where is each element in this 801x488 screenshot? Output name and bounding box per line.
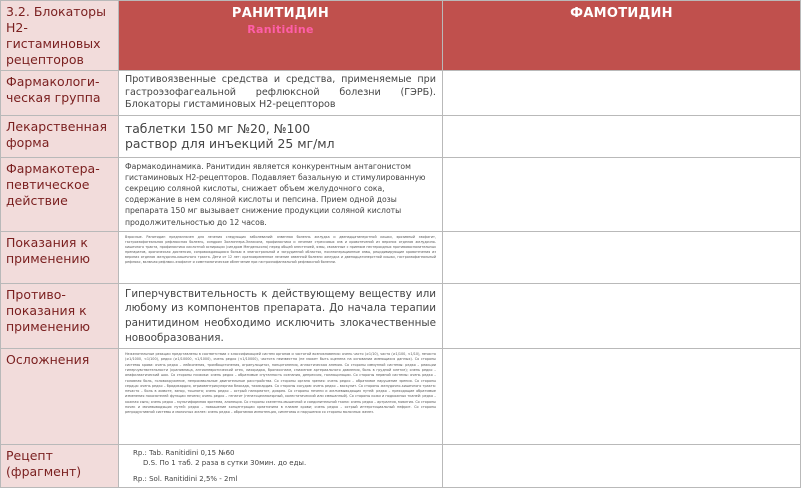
drug1-latin: Ranitidine (247, 23, 314, 36)
ranitidine-cell (119, 115, 443, 157)
cell-text: Противоязвенные средства и средства, применяемые при гастроэзофагеальной рефлюксной болезни (ГЭРБ). Блокаторы гистаминовых Н2-рецепторов (125, 74, 436, 110)
row-label: Фармакотера-певтическое действие (1, 157, 119, 231)
table-row-contraindications (1, 283, 801, 348)
famotidine-cell (443, 71, 801, 116)
cell-text: Взрослые. Ранитидин предназначен для лечения следующих заболеваний: язвенная болезнь желудка и двенадцатиперстной кишки, эрозивный эзофагит, гастроэзофагеальная рефлюксная болезнь, синдром Золлингера-Эллисона, профилактика и лечение стрессовых язв и кровотечений из верхних отделов желудочно-кишечного тракта, профилактика кислотной аспирации (синдром Мендельсона) перед общей анестезией, язвы, связанные с приемом нестероидных противовоспалительных препаратов, хроническая диспепсия, сопровождающаяся болью в эпигастральной и загрудинной областях, послеоперационные язвы, рецидивирующие кровотечения из верхних отделов желудочно-кишечного тракта. Дети от 12 лет: кратковременное лечение язвенной болезни желудка и двенадцатиперстной кишки, гастроэзофагеальный рефлюкс, включая рефлюкс-эзофагит и симптоматическое облегчение при гастроэзофагеальной рефлюксной болезни. (125, 234, 436, 265)
famotidine-cell (443, 115, 801, 157)
drug2-name: ФАМОТИДИН (570, 6, 673, 21)
row-label: Лекарственная форма (1, 115, 119, 157)
section-title-text: 3.2. Блокаторы Н2-гистаминовых рецепторов (6, 4, 106, 67)
famotidine-cell (443, 349, 801, 445)
table-row-dosage-form (1, 115, 801, 157)
famotidine-cell (443, 157, 801, 231)
ranitidine-cell (119, 445, 443, 488)
table-row-pharm-action (1, 157, 801, 231)
section-title (1, 1, 119, 71)
row-label: Показания к применению (1, 231, 119, 283)
famotidine-cell (443, 283, 801, 348)
cell-text: Гиперчувствительность к действующему веществу или любому из компонентов препарата. До начала терапии ранитидином необходимо исключить злокачественные новообразования. (125, 287, 436, 344)
rx-line-2: D.S. По 1 таб. 2 раза в сутки 30мин. до еды. (143, 459, 307, 468)
table-header-row (1, 1, 801, 71)
row-label: Осложнения (1, 349, 119, 445)
table-row-complications (1, 349, 801, 445)
drug1-name: РАНИТИДИН (231, 6, 330, 21)
drug2-header (443, 1, 801, 71)
famotidine-cell (443, 231, 801, 283)
row-label: Фармакологи-ческая группа (1, 71, 119, 116)
cell-text: Фармакодинамика. Ранитидин является конкурентным антагонистом гистаминовых Н2-рецепторов. Подавляет базальную и стимулированную секрецию соляной кислоты, снижает объем желудочного сока, содержание в нем соляной кислоты и пепсина. Прием одной дозы препарата 150 мг вызывает снижение продукции соляной кислоты продолжительностью до 12 часов. (125, 161, 426, 227)
ranitidine-cell (119, 231, 443, 283)
dosage-tablets: таблетки 150 мг №20, №100 (125, 120, 311, 136)
famotidine-cell (443, 445, 801, 488)
table-row-indications (1, 231, 801, 283)
ranitidine-cell (119, 71, 443, 116)
cell-text: Нежелательные реакции представлены в соответствии с классификацией систем органов и частотой возникновения: очень часто (≥1/10), часто (≥1/100, <1/10), нечасто (≥1/1000, <1/100), редко (≥1/10000, <1/1000), очень редко (<1/10000), частота неизвестна (не может быть оценена на основании имеющихся данных). Со стороны системы крови: очень редко – лейкопения, тромбоцитопения, агранулоцитоз, панцитопения, апластическая анемия. Со стороны иммунной системы: редко – реакции гиперчувствительности (крапивница, ангионевротический отек, лихорадка, бронхоспазм, снижение артериального давления, боль в грудной клетке); очень редко – анафилактический шок. Со стороны психики: очень редко – обратимые спутанность сознания, депрессия, галлюцинации. Со стороны нервной системы: очень редко – головная боль, головокружение, непроизвольные двигательные расстройства. Со стороны органа зрения: очень редко – обратимое нарушение зрения. Со стороны сердца: очень редко – брадикардия, атриовентрикулярная блокада, тахикардия. Со стороны сосудов: очень редко – васкулит. Со стороны желудочно-кишечного тракта: нечасто – боль в животе, запор, тошнота; очень редко – острый панкреатит, диарея. Со стороны печени и желчевыводящих путей: редко – преходящие обратимые изменения показателей функции печени; очень редко – гепатит (гепатоцеллюлярный, холестатический или смешанный). Со стороны кожи и подкожных тканей: редко – кожная сыпь; очень редко – мультиформная эритема, алопеция. Со стороны скелетно-мышечной и соединительной ткани: очень редко – артралгия, миалгия. Со стороны почек и мочевыводящих путей: редко – повышение концентрации креатинина в плазме крови; очень редко – острый интерстициальный нефрит. Со стороны репродуктивной системы и молочных желез: очень редко – обратимая импотенция, симптомы и нарушения со стороны молочных желез. (125, 352, 436, 415)
ranitidine-cell (119, 157, 443, 231)
table-row-prescription (1, 445, 801, 488)
table-row-pharm-group (1, 71, 801, 116)
rx-line-1: Rp.: Tab. Ranitidini 0,15 №60 (133, 449, 235, 458)
row-label: Рецепт (фрагмент) (1, 445, 119, 488)
ranitidine-cell (119, 349, 443, 445)
row-label: Противо-показания к применению (1, 283, 119, 348)
dosage-injection: раствор для инъекций 25 мг/мл (125, 136, 335, 151)
ranitidine-cell (119, 283, 443, 348)
drug1-header (119, 1, 443, 71)
rx-line-3: Rp.: Sol. Ranitidini 2,5% - 2ml (133, 475, 238, 484)
